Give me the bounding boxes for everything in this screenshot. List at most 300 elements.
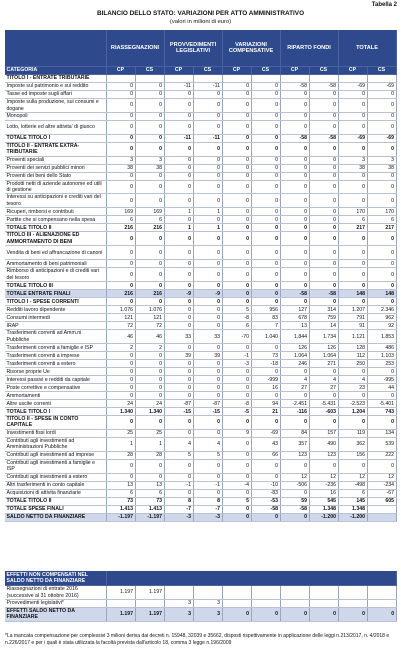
- cell-value: -69: [338, 135, 367, 143]
- cell-value: 0: [251, 121, 280, 135]
- cell-value: 0: [309, 172, 338, 180]
- table-row: [5, 306, 396, 314]
- cell-value: 0: [280, 298, 309, 306]
- cell-value: 170: [338, 208, 367, 216]
- group-header-riparto: RIPARTO FONDI: [280, 30, 338, 67]
- cell-value: 28: [106, 451, 135, 459]
- cell-value: -5.431: [309, 400, 338, 408]
- cell-value: -1.197: [106, 513, 135, 521]
- cell-value: 0: [367, 392, 396, 400]
- cell-value: [309, 600, 338, 608]
- cell-value: 0: [367, 180, 396, 194]
- cell-value: -58: [309, 135, 338, 143]
- cell-value: -999: [251, 376, 280, 384]
- cell-value: [164, 75, 193, 83]
- cell-value: 1.064: [309, 352, 338, 360]
- cell-value: 92: [367, 322, 396, 330]
- cell-value: 0: [222, 194, 251, 208]
- row-label: Acquisizioni di attivita finanziarie: [5, 489, 106, 497]
- cell-value: 3: [106, 156, 135, 164]
- cell-value: -2.451: [280, 400, 309, 408]
- cell-value: -18: [251, 360, 280, 368]
- row-label: TOTALE TITOLO III: [5, 282, 106, 290]
- cell-value: 0: [164, 216, 193, 224]
- row-label: Trasferimenti correnti a estero: [5, 360, 106, 368]
- cell-value: 121: [106, 314, 135, 322]
- cell-value: 1.040: [251, 330, 280, 344]
- cell-value: 0: [280, 156, 309, 164]
- cell-value: 6: [135, 216, 164, 224]
- cell-value: 148: [367, 290, 396, 298]
- cell-value: [367, 513, 396, 521]
- cell-value: 0: [193, 429, 222, 437]
- cell-value: [367, 75, 396, 83]
- cell-value: 0: [222, 172, 251, 180]
- cell-value: 0: [164, 113, 193, 121]
- row-label: Vendita di beni ed affrancazione di canoni: [5, 246, 106, 260]
- cell-value: -1.197: [135, 513, 164, 521]
- cell-value: 16: [251, 384, 280, 392]
- table-row: [5, 408, 396, 416]
- budget-table-body: [5, 75, 396, 522]
- cell-value: 0: [222, 451, 251, 459]
- cell-value: 0: [338, 180, 367, 194]
- cell-value: 0: [193, 99, 222, 113]
- cell-value: -87: [193, 400, 222, 408]
- group-header-variazioni: VARIAZIONI COMPENSATIVE: [222, 30, 280, 67]
- cell-value: 0: [309, 194, 338, 208]
- row-label: Lotto, lotterie ed altre attivita' di giuoco: [5, 121, 106, 135]
- row-label: Tasse ed imposte sugli affari: [5, 91, 106, 99]
- table-row: [5, 489, 396, 497]
- cell-value: 0: [135, 368, 164, 376]
- cell-value: [193, 75, 222, 83]
- table-row: [5, 113, 396, 121]
- sub-header-row: [5, 67, 396, 75]
- cell-value: 0: [309, 143, 338, 157]
- cell-value: 216: [106, 290, 135, 298]
- cell-value: 0: [106, 282, 135, 290]
- effects-header-row: [5, 571, 396, 586]
- cell-value: 12: [338, 473, 367, 481]
- cell-value: 0: [135, 121, 164, 135]
- cell-value: 0: [193, 368, 222, 376]
- cell-value: 0: [251, 143, 280, 157]
- cell-value: 0: [251, 113, 280, 121]
- cell-value: 0: [164, 306, 193, 314]
- row-label: Interessi passivi e redditi da capitale: [5, 376, 106, 384]
- cell-value: [280, 75, 309, 83]
- cell-value: [309, 586, 338, 600]
- cell-value: 0: [280, 608, 309, 622]
- cell-value: 27: [280, 384, 309, 392]
- cell-value: 0: [367, 268, 396, 282]
- cell-value: 0: [222, 298, 251, 306]
- cell-value: 222: [367, 451, 396, 459]
- table-row: [5, 121, 396, 135]
- table-row: [5, 344, 396, 352]
- cell-value: 0: [193, 344, 222, 352]
- cell-value: 1.076: [135, 306, 164, 314]
- cell-value: 0: [135, 459, 164, 473]
- cell-value: 0: [193, 282, 222, 290]
- table-row: [5, 268, 396, 282]
- cell-value: 4: [338, 376, 367, 384]
- cell-value: 0: [222, 368, 251, 376]
- cell-value: 0: [309, 224, 338, 232]
- row-label: Contributi agli investimenti ad imprese: [5, 451, 106, 459]
- cell-value: 2: [106, 344, 135, 352]
- cell-value: 0: [164, 172, 193, 180]
- cell-value: -1.200: [309, 513, 338, 521]
- col-header: CS: [193, 67, 222, 75]
- cell-value: -83: [251, 489, 280, 497]
- cell-value: 169: [106, 208, 135, 216]
- cell-value: 0: [106, 194, 135, 208]
- cell-value: 0: [338, 91, 367, 99]
- cell-value: 0: [164, 156, 193, 164]
- cell-value: 0: [222, 376, 251, 384]
- cell-value: 0: [338, 282, 367, 290]
- table-row: [5, 451, 396, 459]
- cell-value: 66: [251, 451, 280, 459]
- cell-value: 0: [222, 246, 251, 260]
- cell-value: 0: [367, 459, 396, 473]
- cell-value: 253: [367, 360, 396, 368]
- cell-value: 1.197: [135, 608, 164, 622]
- cell-value: 0: [280, 392, 309, 400]
- cell-value: 0: [338, 608, 367, 622]
- cell-value: 0: [164, 246, 193, 260]
- cell-value: 0: [135, 298, 164, 306]
- cell-value: 217: [338, 224, 367, 232]
- cell-value: -58: [309, 83, 338, 91]
- cell-value: 0: [251, 416, 280, 430]
- cell-value: 0: [309, 91, 338, 99]
- cell-value: 0: [280, 113, 309, 121]
- cell-value: 1.103: [367, 352, 396, 360]
- cell-value: 0: [367, 113, 396, 121]
- cell-value: 0: [193, 298, 222, 306]
- cell-value: 0: [280, 268, 309, 282]
- cell-value: 12: [280, 473, 309, 481]
- table-row: [5, 600, 396, 608]
- cell-value: 24: [135, 400, 164, 408]
- cell-value: 0: [164, 368, 193, 376]
- group-header-row: [5, 30, 396, 67]
- cell-value: 0: [193, 384, 222, 392]
- cell-value: 1.348: [309, 505, 338, 513]
- table-row: [5, 180, 396, 194]
- table-row: [5, 368, 396, 376]
- cell-value: 0: [106, 99, 135, 113]
- cell-value: 0: [222, 384, 251, 392]
- cell-value: [193, 586, 222, 600]
- cell-value: 38: [338, 164, 367, 172]
- cell-value: [280, 586, 309, 600]
- cell-value: 3: [338, 156, 367, 164]
- cell-value: -11: [164, 135, 193, 143]
- table-row: [5, 99, 396, 113]
- cell-value: 0: [338, 392, 367, 400]
- cell-value: 0: [135, 360, 164, 368]
- cell-value: 5: [222, 306, 251, 314]
- cell-value: 0: [164, 473, 193, 481]
- cell-value: 0: [251, 368, 280, 376]
- cell-value: 134: [367, 429, 396, 437]
- cell-value: -1: [193, 481, 222, 489]
- cell-value: 0: [164, 143, 193, 157]
- cell-value: 3: [193, 608, 222, 622]
- cell-value: [164, 586, 193, 600]
- col-header: CP: [164, 67, 193, 75]
- cell-value: 0: [193, 268, 222, 282]
- table-row: [5, 497, 396, 505]
- cell-value: 73: [135, 497, 164, 505]
- cell-value: 0: [309, 608, 338, 622]
- table-row: [5, 216, 396, 224]
- row-label: Proventi dei beni dello Stato: [5, 172, 106, 180]
- cell-value: 0: [367, 91, 396, 99]
- cell-value: -8: [222, 400, 251, 408]
- row-label: Contributi agli investimenti ad Amministrazioni Pubbliche: [5, 437, 106, 451]
- cell-value: 0: [251, 180, 280, 194]
- table-row: [5, 246, 396, 260]
- cell-value: 0: [106, 121, 135, 135]
- cell-value: 0: [338, 368, 367, 376]
- cell-value: -498: [338, 481, 367, 489]
- cell-value: 2.346: [367, 306, 396, 314]
- cell-value: 0: [135, 83, 164, 91]
- cell-value: 0: [280, 232, 309, 246]
- cell-value: 1.064: [280, 352, 309, 360]
- group-header-provvedimenti: PROVVEDIMENTI LEGISLATIVI: [164, 30, 222, 67]
- cell-value: 0: [164, 384, 193, 392]
- cell-value: 0: [309, 268, 338, 282]
- cell-value: 6: [106, 489, 135, 497]
- cell-value: 46: [135, 330, 164, 344]
- cell-value: 0: [106, 459, 135, 473]
- cell-value: -11: [193, 135, 222, 143]
- cell-value: 38: [135, 164, 164, 172]
- cell-value: 0: [193, 246, 222, 260]
- cell-value: 3: [164, 600, 193, 608]
- row-label: Proventi speciali: [5, 156, 106, 164]
- cell-value: 23: [338, 384, 367, 392]
- row-label: Consumi intermedi: [5, 314, 106, 322]
- cell-value: 0: [222, 260, 251, 268]
- cell-value: [135, 75, 164, 83]
- effects-header: EFFETTI NON COMPENSATI NEL SALDO NETTO DA FINANZIARE: [5, 571, 106, 586]
- cell-value: 94: [251, 400, 280, 408]
- cell-value: 0: [280, 208, 309, 216]
- cell-value: -5: [222, 408, 251, 416]
- table-row: [5, 282, 396, 290]
- cell-value: 357: [280, 437, 309, 451]
- table-row: [5, 400, 396, 408]
- cell-value: 0: [251, 290, 280, 298]
- cell-value: [251, 600, 280, 608]
- cell-value: 0: [222, 282, 251, 290]
- cell-value: 0: [251, 473, 280, 481]
- cell-value: [338, 75, 367, 83]
- cell-value: 0: [280, 224, 309, 232]
- table-row: [5, 91, 396, 99]
- cell-value: 0: [280, 489, 309, 497]
- col-header: CS: [135, 67, 164, 75]
- table-tag: Tabella 2: [371, 2, 397, 8]
- cell-value: 0: [251, 194, 280, 208]
- cell-value: -4: [222, 481, 251, 489]
- cell-value: 0: [106, 352, 135, 360]
- cell-value: 5: [222, 497, 251, 505]
- cell-value: 0: [135, 352, 164, 360]
- cell-value: 25: [135, 429, 164, 437]
- cell-value: 0: [251, 344, 280, 352]
- cell-value: 759: [309, 314, 338, 322]
- cell-value: [338, 600, 367, 608]
- cell-value: 0: [193, 416, 222, 430]
- cell-value: 0: [251, 392, 280, 400]
- row-label: Prodotti netti di aziende autonome ed utili di gestione: [5, 180, 106, 194]
- cell-value: -58: [280, 290, 309, 298]
- cell-value: 2: [135, 344, 164, 352]
- cell-value: 0: [222, 143, 251, 157]
- cell-value: 0: [338, 298, 367, 306]
- category-header: CATEGORIA: [5, 67, 106, 75]
- cell-value: [106, 75, 135, 83]
- table-row: [5, 260, 396, 268]
- cell-value: -69: [338, 83, 367, 91]
- cell-value: 0: [309, 260, 338, 268]
- cell-value: -7: [193, 505, 222, 513]
- cell-value: 1.413: [106, 505, 135, 513]
- row-label: SALDO NETTO DA FINANZIARE: [5, 513, 106, 521]
- cell-value: 0: [164, 180, 193, 194]
- row-label: Altre uscite correnti: [5, 400, 106, 408]
- cell-value: 0: [280, 216, 309, 224]
- row-label: Interessi su anticipazioni e crediti vari del tesoro: [5, 194, 106, 208]
- row-label: TITOLO II - SPESE IN CONTO CAPITALE: [5, 416, 106, 430]
- cell-value: 0: [193, 113, 222, 121]
- cell-value: 84: [280, 429, 309, 437]
- cell-value: 0: [367, 368, 396, 376]
- cell-value: 0: [193, 232, 222, 246]
- cell-value: -1.200: [338, 513, 367, 521]
- cell-value: 4: [193, 437, 222, 451]
- cell-value: 0: [367, 194, 396, 208]
- cell-value: 1.121: [338, 330, 367, 344]
- cell-value: 0: [251, 268, 280, 282]
- cell-value: 0: [106, 172, 135, 180]
- cell-value: 0: [338, 194, 367, 208]
- cell-value: 33: [193, 330, 222, 344]
- col-header: CP: [222, 67, 251, 75]
- cell-value: 0: [309, 298, 338, 306]
- cell-value: 0: [367, 99, 396, 113]
- table-row: [5, 156, 396, 164]
- cell-value: 72: [106, 322, 135, 330]
- cell-value: 0: [309, 180, 338, 194]
- cell-value: 0: [106, 232, 135, 246]
- row-label: TITOLO I - ENTRATE TRIBUTARIE: [5, 75, 106, 83]
- cell-value: -1: [222, 352, 251, 360]
- table-row: [5, 143, 396, 157]
- cell-value: 73: [106, 497, 135, 505]
- cell-value: 0: [193, 459, 222, 473]
- cell-value: 1: [193, 224, 222, 232]
- cell-value: 24: [106, 400, 135, 408]
- cell-value: 21: [251, 408, 280, 416]
- group-header-blank: [5, 30, 106, 67]
- cell-value: 123: [309, 451, 338, 459]
- cell-value: 0: [193, 180, 222, 194]
- cell-value: 0: [222, 268, 251, 282]
- cell-value: 0: [106, 298, 135, 306]
- cell-value: -58: [280, 83, 309, 91]
- cell-value: 0: [222, 416, 251, 430]
- row-label: Riassegnazioni di entrate 2016 (successive al 31 ottobre 2016): [5, 586, 106, 600]
- cell-value: 0: [280, 91, 309, 99]
- cell-value: 73: [251, 352, 280, 360]
- cell-value: 6: [106, 216, 135, 224]
- table-row: [5, 586, 396, 600]
- cell-value: 112: [338, 352, 367, 360]
- cell-value: 0: [106, 473, 135, 481]
- cell-value: 0: [280, 143, 309, 157]
- table-row: [5, 135, 396, 143]
- table-row: [5, 505, 396, 513]
- cell-value: 0: [251, 513, 280, 521]
- page-title: BILANCIO DELLO STATO: VARIAZIONI PER ATTO AMMINISTRATIVO: [96, 10, 305, 17]
- cell-value: 145: [338, 497, 367, 505]
- table-row: [5, 481, 396, 489]
- table-row: [5, 208, 396, 216]
- cell-value: 4: [309, 376, 338, 384]
- row-label: TITOLO III - ALIENAZIONE ED AMMORTAMENTO DI BENI: [5, 232, 106, 246]
- cell-value: 33: [164, 330, 193, 344]
- row-label: Trasferimenti correnti a imprese: [5, 352, 106, 360]
- cell-value: 0: [367, 246, 396, 260]
- cell-value: 7: [251, 322, 280, 330]
- cell-value: 12: [367, 473, 396, 481]
- cell-value: 0: [280, 246, 309, 260]
- cell-value: 14: [309, 322, 338, 330]
- row-label: Proventi dei servizi pubblici minori: [5, 164, 106, 172]
- cell-value: 126: [309, 344, 338, 352]
- cell-value: 13: [280, 322, 309, 330]
- cell-value: 0: [280, 416, 309, 430]
- row-label: TOTALE SPESE FINALI: [5, 505, 106, 513]
- cell-value: 38: [367, 164, 396, 172]
- cell-value: 246: [280, 360, 309, 368]
- cell-value: 0: [222, 121, 251, 135]
- cell-value: -116: [280, 408, 309, 416]
- col-header: CS: [367, 67, 396, 75]
- cell-value: 13: [135, 481, 164, 489]
- cell-value: 0: [164, 344, 193, 352]
- cell-value: 39: [164, 352, 193, 360]
- row-label: TOTALE ENTRATE FINALI: [5, 290, 106, 298]
- cell-value: 0: [193, 194, 222, 208]
- cell-value: 216: [106, 224, 135, 232]
- cell-value: 0: [193, 121, 222, 135]
- table-row: [5, 172, 396, 180]
- table-row: [5, 83, 396, 91]
- cell-value: -58: [280, 505, 309, 513]
- cell-value: 0: [222, 505, 251, 513]
- cell-value: -3: [222, 360, 251, 368]
